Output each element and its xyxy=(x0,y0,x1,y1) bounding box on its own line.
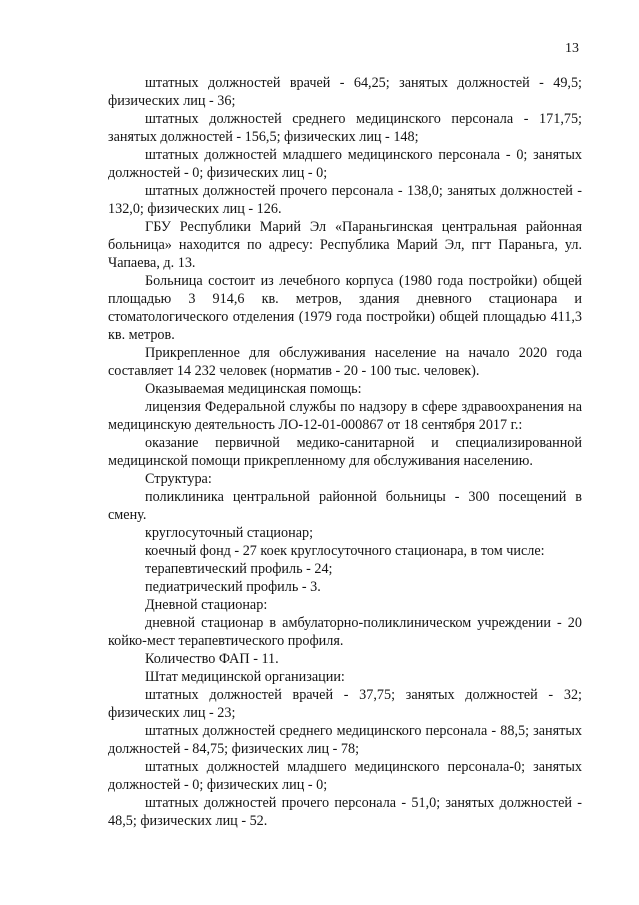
paragraph-junior-staff-2: штатных должностей младшего медицинского персонала-0; занятых должностей - 0; физических лиц - 0; xyxy=(108,759,582,793)
paragraph-other-staff-2: штатных должностей прочего персонала - 51,0; занятых должностей - 48,5; физических лиц - 52. xyxy=(108,795,582,829)
paragraph-other-staff-1: штатных должностей прочего персонала - 138,0; занятых должностей - 132,0; физических лиц - 126. xyxy=(108,183,582,217)
paragraph-junior-staff-1: штатных должностей младшего медицинского персонала - 0; занятых должностей - 0; физических лиц - 0; xyxy=(108,147,582,181)
paragraph-nurses-staff-1: штатных должностей среднего медицинского персонала - 171,75; занятых должностей - 156,5; физических лиц - 148; xyxy=(108,111,582,145)
paragraph-attached-population: Прикрепленное для обслуживания население на начало 2020 года составляет 14 232 человек (норматив - 20 - 100 тыс. человек). xyxy=(108,345,582,379)
paragraph-staff-heading: Штат медицинской организации: xyxy=(145,669,345,685)
paragraph-license: лицензия Федеральной службы по надзору в сфере здравоохранения на медицинскую деятельность ЛО-12-01-000867 от 18 сентября 2017 г.: xyxy=(108,399,582,433)
paragraph-structure-heading: Структура: xyxy=(145,471,212,487)
paragraph-care-heading: Оказываемая медицинская помощь: xyxy=(145,381,362,397)
paragraph-care-provision: оказание первичной медико-санитарной и специализированной медицинской помощи прикрепленному для обслуживания населению. xyxy=(108,435,582,469)
paragraph-fap-count: Количество ФАП - 11. xyxy=(145,651,279,667)
paragraph-hospital-buildings: Больница состоит из лечебного корпуса (1980 года постройки) общей площадью 3 914,6 кв. метров, здания дневного стационара и стоматологического отделения (1979 года постройки) общей площадью 411,3 кв. метров. xyxy=(108,273,582,343)
paragraph-hospital-address: ГБУ Республики Марий Эл «Параньгинская центральная районная больница» находится по адресу: Республика Марий Эл, пгт Параньга, ул. Чапаева, д. 13. xyxy=(108,219,582,271)
paragraph-polyclinic: поликлиника центральной районной больницы - 300 посещений в смену. xyxy=(108,489,582,523)
document-body xyxy=(108,74,582,830)
paragraph-pediatric-profile: педиатрический профиль - 3. xyxy=(145,579,321,595)
paragraph-nurses-staff-2: штатных должностей среднего медицинского персонала - 88,5; занятых должностей - 84,75; физических лиц - 78; xyxy=(108,723,582,757)
paragraph-doctors-staff-2: штатных должностей врачей - 37,75; занятых должностей - 32; физических лиц - 23; xyxy=(108,687,582,721)
paragraph-bed-fund: коечный фонд - 27 коек круглосуточного стационара, в том числе: xyxy=(145,543,545,559)
paragraph-therapeutic-profile: терапевтический профиль - 24; xyxy=(145,561,333,577)
paragraph-day-hospital: дневной стационар в амбулаторно-поликлиническом учреждении - 20 койко-мест терапевтического профиля. xyxy=(108,615,582,649)
paragraph-round-clock-hospital: круглосуточный стационар; xyxy=(145,525,314,541)
paragraph-doctors-staff-1: штатных должностей врачей - 64,25; занятых должностей - 49,5; физических лиц - 36; xyxy=(108,75,582,109)
page-number: 13 xyxy=(565,41,579,56)
paragraph-day-hospital-heading: Дневной стационар: xyxy=(145,597,268,613)
